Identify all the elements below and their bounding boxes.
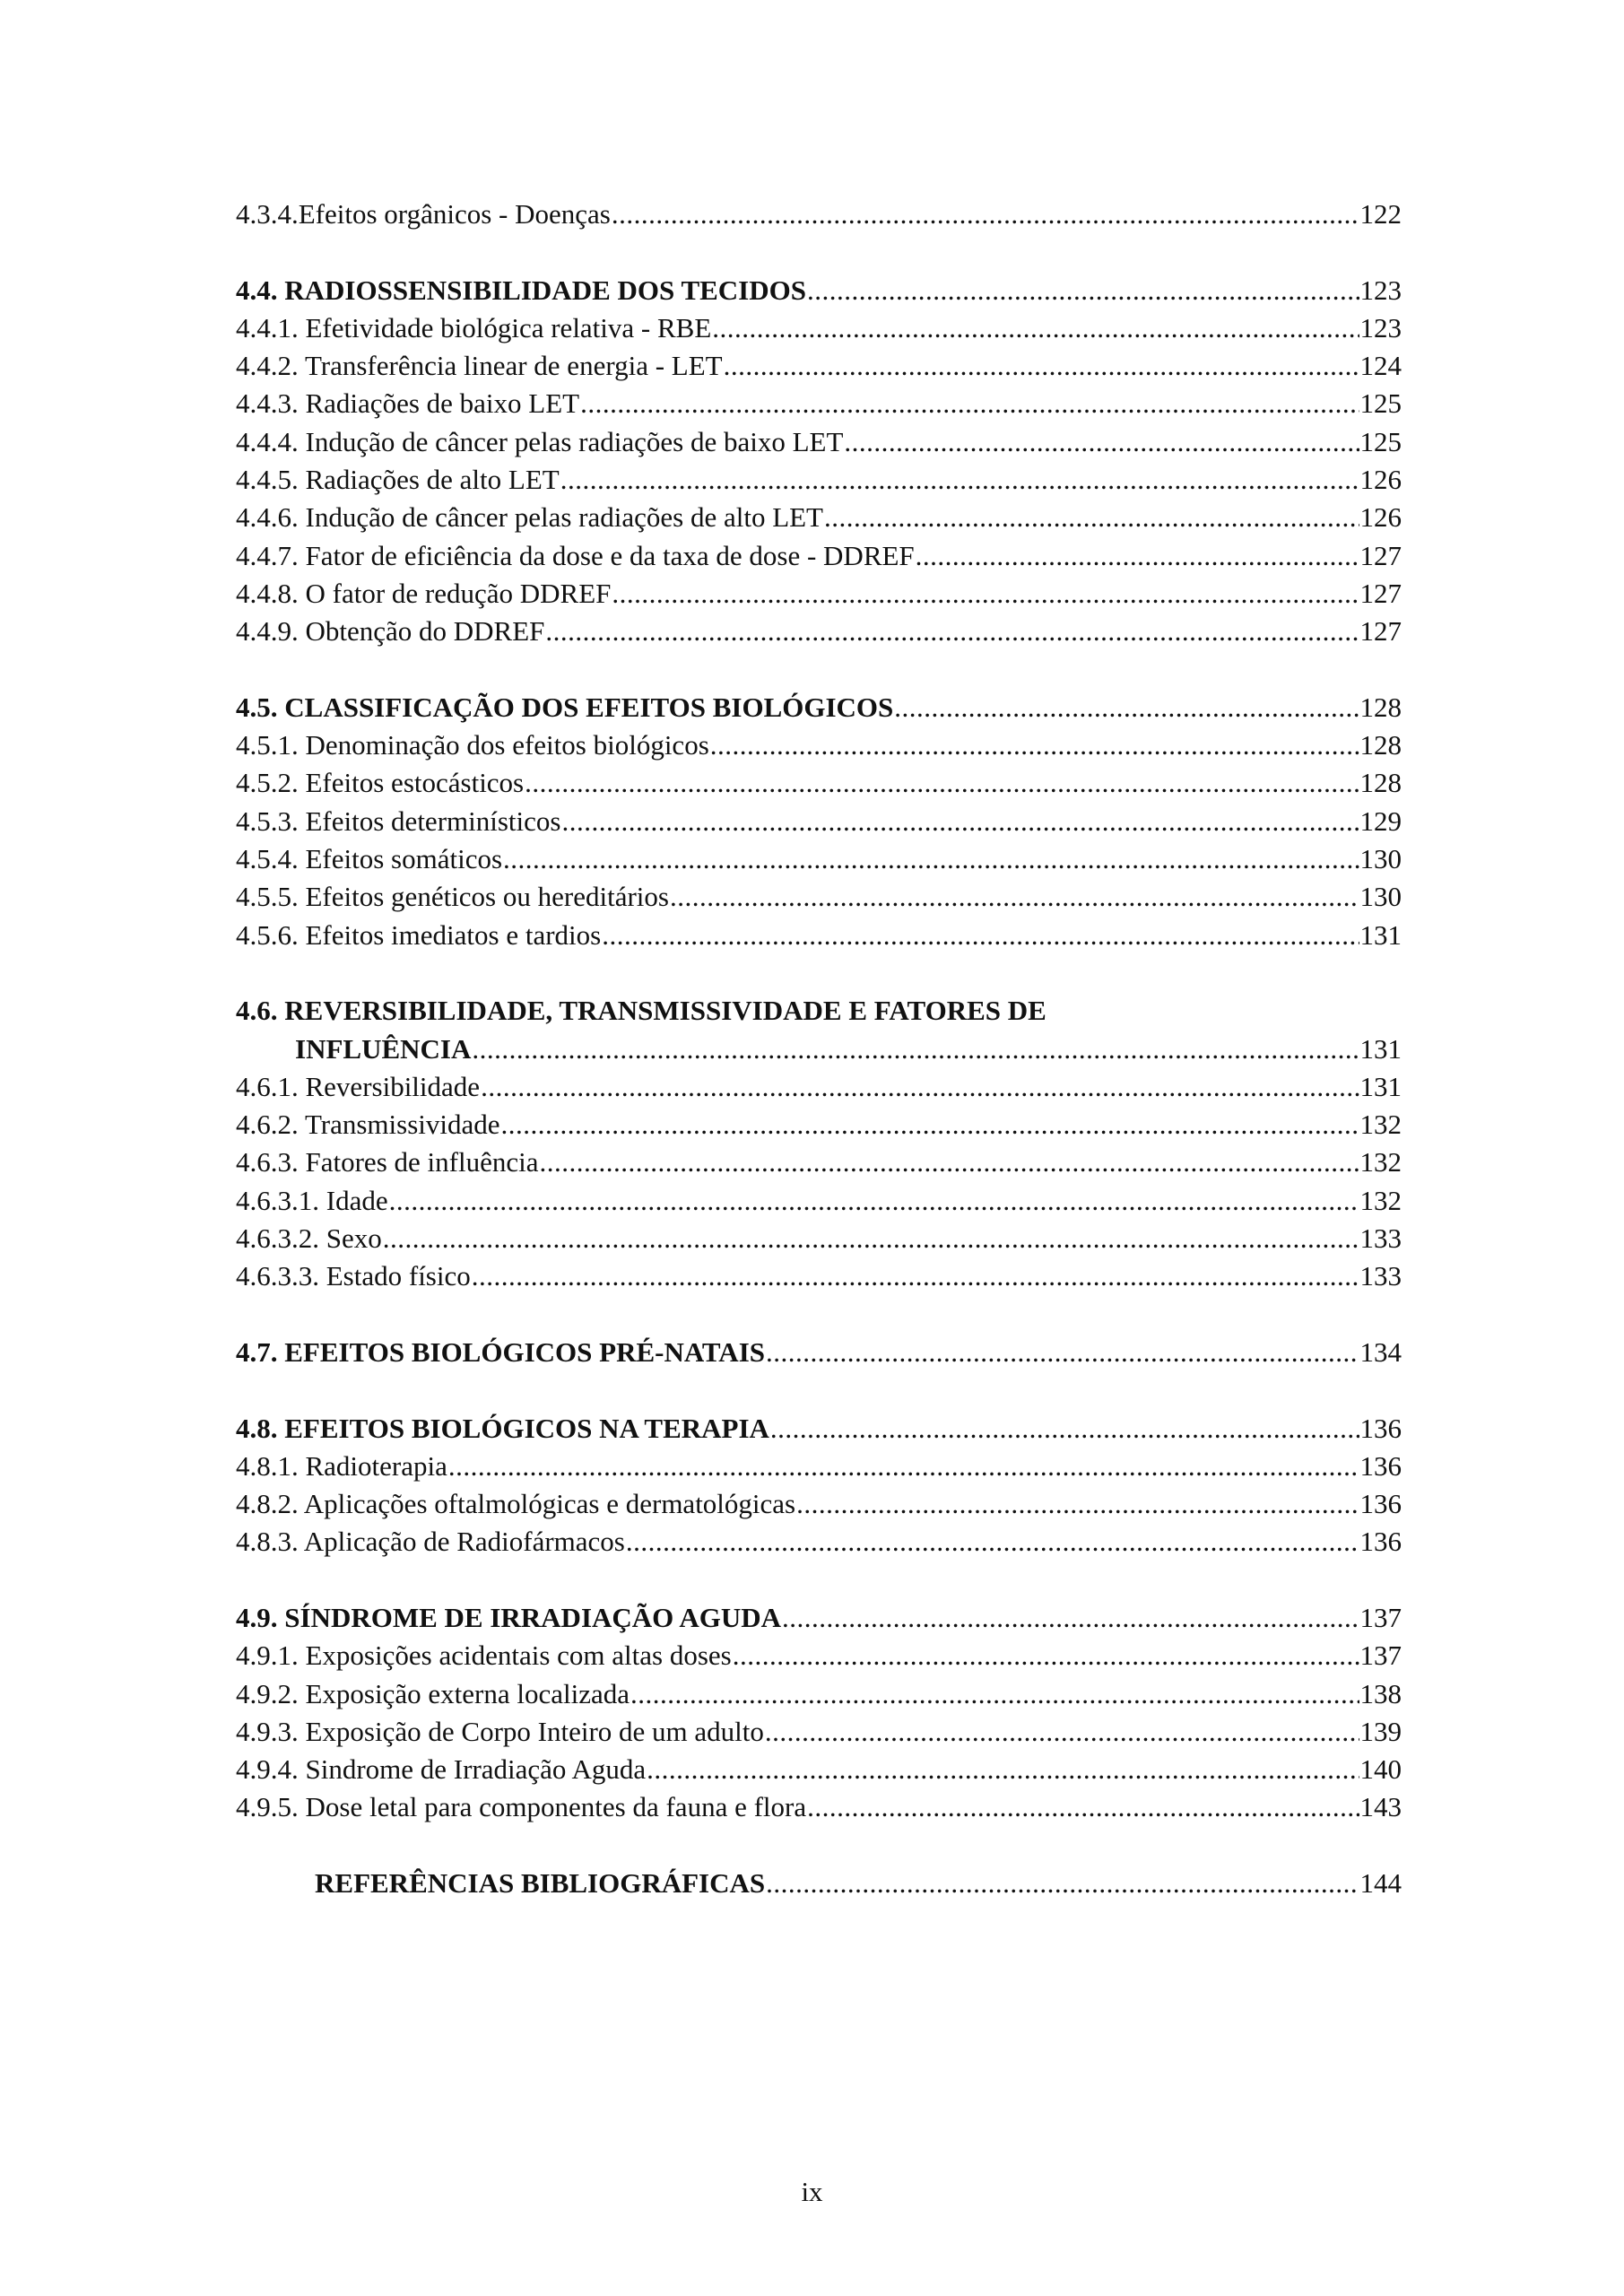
toc-entry-page: 128 [1359, 729, 1402, 761]
toc-entry-page: 133 [1359, 1260, 1402, 1292]
toc-entry-page: 127 [1359, 577, 1402, 609]
toc-entry-label: 4.5.5. Efeitos genéticos ou hereditários [236, 881, 669, 913]
toc-dot-leader [448, 1448, 1359, 1485]
toc-dot-leader [472, 1031, 1359, 1068]
toc-entry-label: 4.8.2. Aplicações oftalmológicas e dermatológicas [236, 1488, 796, 1520]
toc-entry [236, 840, 1402, 878]
toc-entry [236, 1865, 1402, 1902]
toc-entry [236, 1068, 1402, 1106]
toc-entry-page: 126 [1359, 501, 1402, 534]
toc-dot-leader [724, 347, 1359, 385]
toc-dot-leader [710, 726, 1359, 764]
toc-entry-page: 136 [1359, 1449, 1402, 1482]
toc-entry [236, 1220, 1402, 1257]
toc-entry-page: 128 [1359, 691, 1402, 723]
toc-entry-page: 144 [1359, 1867, 1402, 1900]
toc-dot-leader [561, 803, 1359, 840]
toc-entry [236, 272, 1402, 309]
toc-entry [236, 575, 1402, 613]
toc-entry-label: 4.9.5. Dose letal para componentes da fauna e flora [236, 1791, 807, 1823]
toc-entry-label: 4.4.1. Efetividade biológica relativa - RBE [236, 311, 712, 344]
toc-dot-leader [712, 309, 1359, 347]
table-of-contents [236, 196, 1402, 1902]
toc-dot-leader [389, 1182, 1359, 1220]
toc-entry [236, 726, 1402, 764]
toc-entry [236, 1599, 1402, 1637]
toc-entry-page: 122 [1359, 198, 1402, 230]
toc-entry [236, 1788, 1402, 1826]
toc-entry-label: 4.8. EFEITOS BIOLÓGICOS NA TERAPIA [236, 1412, 769, 1444]
toc-entry-label: 4.8.1. Radioterapia [236, 1449, 447, 1482]
toc-entry-label: 4.6. REVERSIBILIDADE, TRANSMISSIVIDADE E FATORES DE [236, 995, 1046, 1027]
toc-dot-leader [765, 1713, 1359, 1751]
toc-entry-label: 4.3.4.Efeitos orgânicos - Doenças [236, 198, 611, 230]
toc-entry [236, 1257, 1402, 1295]
section-gap [236, 954, 1402, 992]
toc-entry-page: 127 [1359, 539, 1402, 571]
toc-entry [236, 1675, 1402, 1713]
toc-dot-leader [894, 689, 1359, 726]
toc-dot-leader [916, 537, 1359, 575]
toc-entry-page: 137 [1359, 1601, 1402, 1633]
toc-entry [236, 689, 1402, 726]
toc-section-title [236, 992, 1402, 1030]
toc-entry-page: 129 [1359, 804, 1402, 837]
toc-entry-label: 4.9.2. Exposição externa localizada [236, 1677, 630, 1709]
toc-entry-label: 4.5.4. Efeitos somáticos [236, 843, 503, 875]
section-gap [236, 1827, 1402, 1865]
toc-entry-page: 126 [1359, 464, 1402, 496]
toc-entry-page: 127 [1359, 615, 1402, 648]
toc-entry-page: 140 [1359, 1753, 1402, 1786]
toc-entry-label: 4.4.6. Indução de câncer pelas radiações de alto LET [236, 501, 823, 534]
toc-entry [236, 461, 1402, 499]
toc-dot-leader [580, 385, 1359, 422]
toc-entry [236, 1637, 1402, 1674]
toc-dot-leader [525, 764, 1359, 802]
toc-entry-label: REFERÊNCIAS BIBLIOGRÁFICAS [315, 1867, 766, 1900]
toc-entry-label: 4.9.4. Sindrome de Irradiação Aguda [236, 1753, 647, 1786]
toc-entry-label: 4.8.3. Aplicação de Radiofármacos [236, 1526, 625, 1558]
toc-entry-label: 4.9.3. Exposição de Corpo Inteiro de um adulto [236, 1715, 764, 1747]
toc-entry-label: 4.6.3.1. Idade [236, 1184, 388, 1216]
toc-dot-leader [630, 1675, 1359, 1713]
toc-entry-label: 4.4.5. Radiações de alto LET [236, 464, 560, 496]
toc-dot-leader [844, 423, 1359, 461]
toc-entry-page: 138 [1359, 1677, 1402, 1709]
toc-entry-page: 134 [1359, 1335, 1402, 1368]
toc-dot-leader [766, 1334, 1359, 1371]
toc-entry-page: 125 [1359, 425, 1402, 457]
toc-entry-page: 143 [1359, 1791, 1402, 1823]
toc-entry [236, 1523, 1402, 1561]
toc-entry [236, 1410, 1402, 1448]
toc-dot-leader [670, 878, 1359, 916]
toc-entry [236, 613, 1402, 650]
toc-dot-leader [733, 1637, 1359, 1674]
toc-dot-leader [481, 1068, 1359, 1106]
toc-entry [236, 1144, 1402, 1181]
toc-entry [236, 537, 1402, 575]
toc-entry-page: 131 [1359, 1070, 1402, 1102]
toc-dot-leader [782, 1599, 1359, 1637]
section-gap [236, 1371, 1402, 1409]
toc-entry [236, 1182, 1402, 1220]
toc-dot-leader [539, 1144, 1359, 1181]
toc-entry-label: 4.4.4. Indução de câncer pelas radiações de baixo LET [236, 425, 844, 457]
toc-entry-page: 136 [1359, 1412, 1402, 1444]
toc-entry-page: 123 [1359, 311, 1402, 344]
toc-entry [236, 347, 1402, 385]
toc-entry [236, 1031, 1402, 1068]
section-gap [236, 233, 1402, 271]
toc-entry-page: 132 [1359, 1146, 1402, 1178]
toc-entry [236, 385, 1402, 422]
toc-dot-leader [824, 499, 1359, 536]
toc-entry-label: 4.6.2. Transmissividade [236, 1109, 500, 1141]
toc-entry-label: 4.5.6. Efeitos imediatos e tardios [236, 918, 602, 951]
toc-entry-label: 4.4. RADIOSSENSIBILIDADE DOS TECIDOS [236, 274, 806, 306]
toc-entry-page: 136 [1359, 1526, 1402, 1558]
toc-entry-page: 125 [1359, 387, 1402, 420]
toc-entry [236, 1713, 1402, 1751]
toc-entry-label: 4.4.8. O fator de redução DDREF [236, 577, 612, 609]
toc-entry-label: 4.9. SÍNDROME DE IRRADIAÇÃO AGUDA [236, 1601, 781, 1633]
toc-entry-label: 4.4.3. Radiações de baixo LET [236, 387, 580, 420]
toc-dot-leader [612, 196, 1359, 233]
toc-entry [236, 764, 1402, 802]
toc-entry-label: INFLUÊNCIA [295, 1032, 472, 1065]
toc-dot-leader [647, 1751, 1359, 1788]
toc-entry-label: 4.5.3. Efeitos determinísticos [236, 804, 561, 837]
toc-dot-leader [612, 575, 1359, 613]
toc-entry-label: 4.9.1. Exposições acidentais com altas doses [236, 1639, 732, 1672]
toc-entry [236, 803, 1402, 840]
section-gap [236, 1561, 1402, 1599]
toc-dot-leader [807, 272, 1359, 309]
toc-entry [236, 917, 1402, 954]
toc-entry-page: 136 [1359, 1488, 1402, 1520]
toc-entry [236, 1334, 1402, 1371]
toc-entry-label: 4.5.1. Denominação dos efeitos biológicos [236, 729, 709, 761]
toc-entry-page: 130 [1359, 843, 1402, 875]
section-gap [236, 1296, 1402, 1334]
toc-entry-label: 4.6.1. Reversibilidade [236, 1070, 481, 1102]
toc-entry [236, 878, 1402, 916]
toc-dot-leader [766, 1865, 1359, 1902]
toc-entry-page: 128 [1359, 767, 1402, 799]
toc-entry [236, 1485, 1402, 1523]
toc-dot-leader [560, 461, 1359, 499]
toc-entry-page: 131 [1359, 1032, 1402, 1065]
toc-entry-label: 4.6.3.3. Estado físico [236, 1260, 471, 1292]
toc-entry-page: 124 [1359, 350, 1402, 382]
toc-entry-label: 4.6.3. Fatores de influência [236, 1146, 539, 1178]
toc-entry-label: 4.5.2. Efeitos estocásticos [236, 767, 525, 799]
toc-dot-leader [383, 1220, 1359, 1257]
toc-entry-label: 4.7. EFEITOS BIOLÓGICOS PRÉ-NATAIS [236, 1335, 765, 1368]
toc-dot-leader [602, 917, 1359, 954]
toc-entry [236, 1751, 1402, 1788]
toc-dot-leader [770, 1410, 1359, 1448]
toc-entry [236, 1106, 1402, 1144]
toc-entry-page: 130 [1359, 881, 1402, 913]
section-gap [236, 651, 1402, 689]
toc-entry-page: 131 [1359, 918, 1402, 951]
toc-dot-leader [626, 1523, 1359, 1561]
toc-entry-page: 123 [1359, 274, 1402, 306]
toc-entry [236, 196, 1402, 233]
toc-entry [236, 309, 1402, 347]
toc-entry-label: 4.5. CLASSIFICAÇÃO DOS EFEITOS BIOLÓGICOS [236, 691, 894, 723]
page-number: ix [801, 2176, 823, 2207]
toc-entry-label: 4.6.3.2. Sexo [236, 1222, 382, 1255]
toc-entry-page: 133 [1359, 1222, 1402, 1255]
toc-entry-page: 137 [1359, 1639, 1402, 1672]
toc-entry-label: 4.4.9. Obtenção do DDREF [236, 615, 545, 648]
toc-dot-leader [545, 613, 1359, 650]
toc-entry-label: 4.4.7. Fator de eficiência da dose e da taxa de dose - DDREF [236, 539, 915, 571]
toc-dot-leader [503, 840, 1359, 878]
toc-entry [236, 423, 1402, 461]
toc-dot-leader [501, 1106, 1359, 1144]
toc-entry [236, 499, 1402, 536]
toc-entry [236, 1448, 1402, 1485]
toc-entry-label: 4.4.2. Transferência linear de energia - LET [236, 350, 723, 382]
toc-dot-leader [796, 1485, 1359, 1523]
toc-entry-page: 132 [1359, 1184, 1402, 1216]
toc-entry-page: 132 [1359, 1109, 1402, 1141]
toc-dot-leader [472, 1257, 1359, 1295]
toc-entry-page: 139 [1359, 1715, 1402, 1747]
toc-dot-leader [807, 1788, 1359, 1826]
